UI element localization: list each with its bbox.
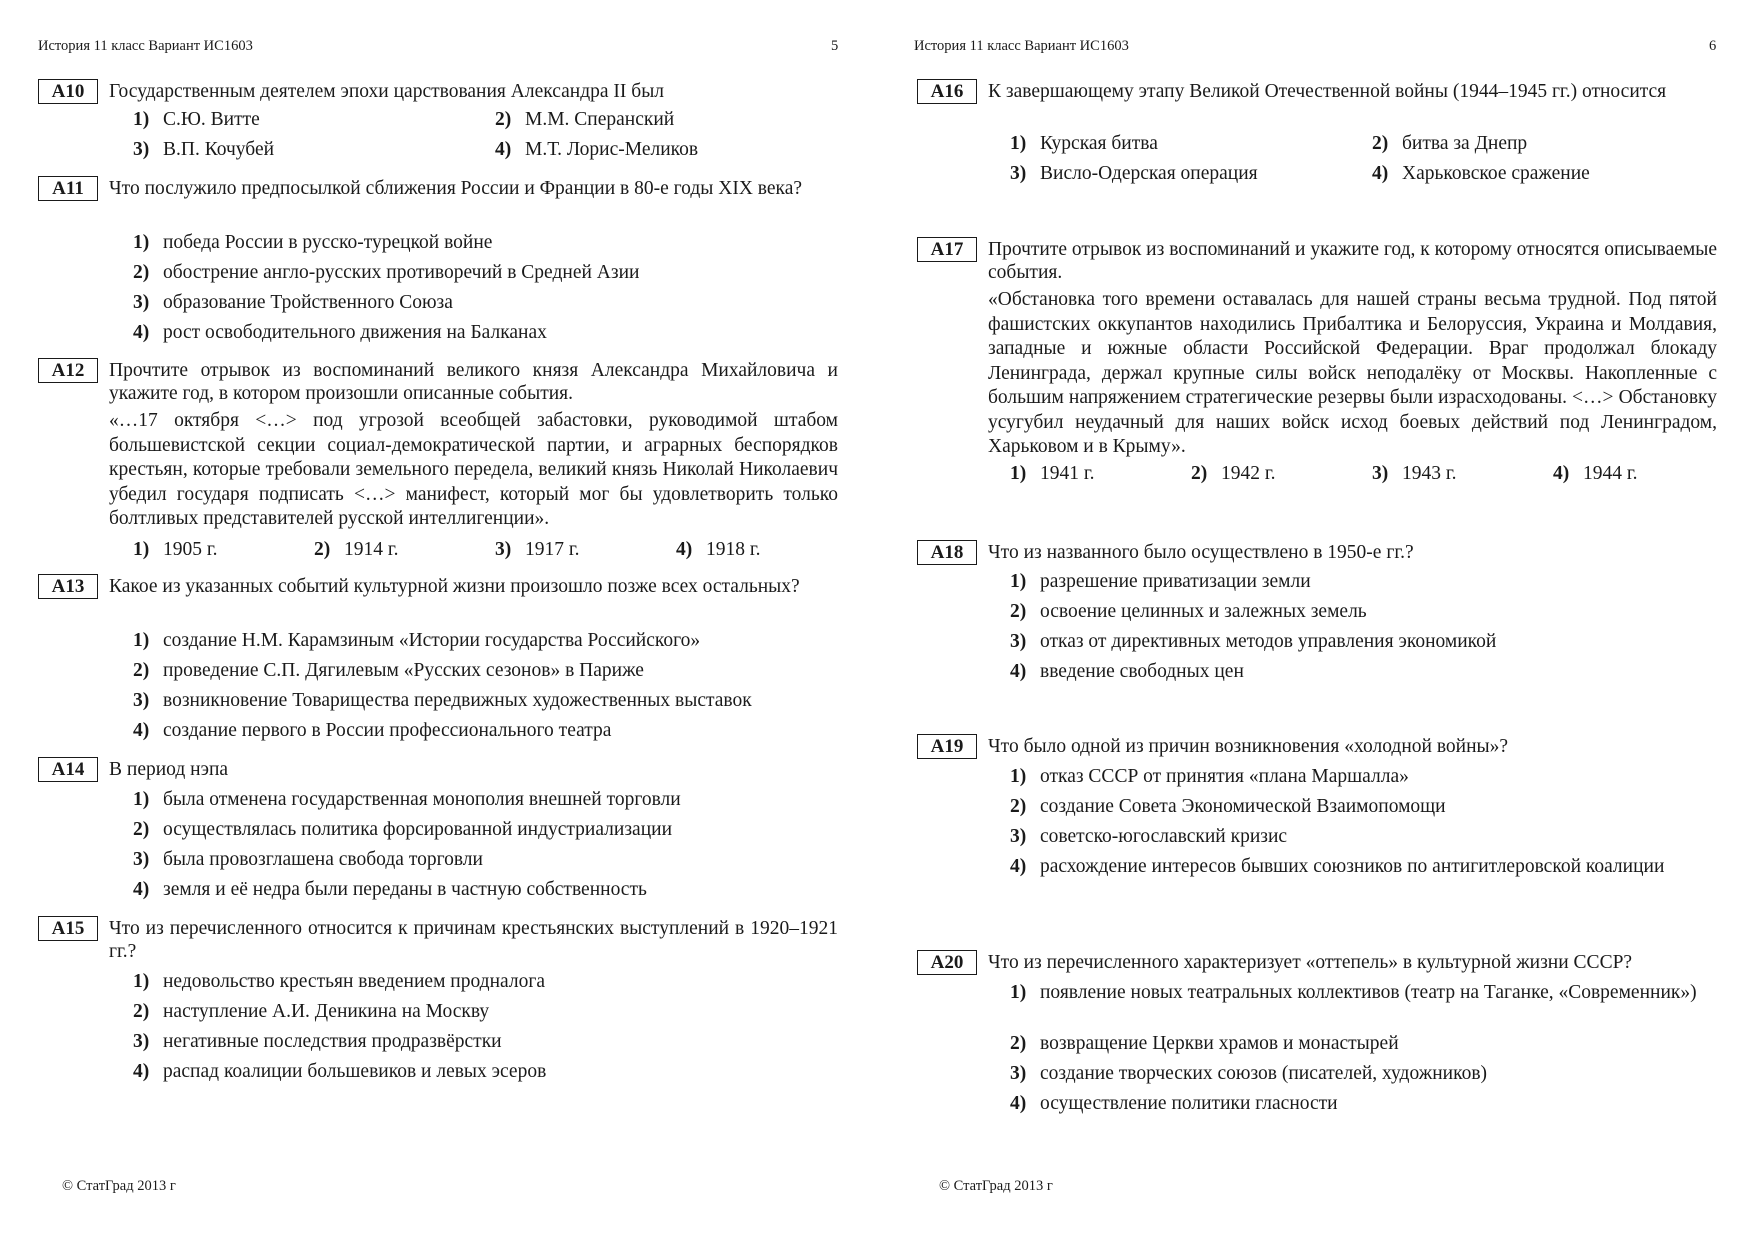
answer-option[interactable]: 4) расхождение интересов бывших союзников по антигитлеровской коалиции (1010, 856, 1665, 877)
question-number: A15 (38, 916, 98, 941)
answer-option[interactable]: 4) создание первого в России профессионального театра (133, 720, 612, 741)
question-text: В период нэпа (109, 759, 229, 780)
answer-option[interactable]: 4) Харьковское сражение (1372, 163, 1590, 184)
question-number: A17 (917, 237, 977, 262)
answer-option[interactable]: 3) 1917 г. (495, 539, 580, 560)
answer-option[interactable]: 4) 1944 г. (1553, 463, 1638, 484)
question-text: Прочтите отрывок из воспоминаний великого князя Александра Михайловича и укажите год, в котором произошли описанные события. (109, 360, 838, 404)
answer-option[interactable]: 2) наступление А.И. Деникина на Москву (133, 1001, 490, 1022)
answer-option[interactable]: 3) была провозглашена свобода торговли (133, 849, 483, 870)
answer-option[interactable]: 2) осуществлялась политика форсированной индустриализации (133, 819, 672, 840)
question-number: A13 (38, 574, 98, 599)
answer-option[interactable]: 3) возникновение Товарищества передвижных художественных выставок (133, 690, 752, 711)
answer-option[interactable]: 1) Курская битва (1010, 133, 1158, 154)
page-header: История 11 класс Вариант ИС1603 (38, 38, 253, 54)
answer-option[interactable]: 1) появление новых театральных коллективов (театр на Таганке, «Современник») (1010, 982, 1697, 1003)
page-footer: © СтатГрад 2013 г (939, 1178, 1053, 1194)
answer-option[interactable]: 3) создание творческих союзов (писателей, художников) (1010, 1063, 1488, 1084)
answer-option[interactable]: 2) обострение англо-русских противоречий в Средней Азии (133, 262, 640, 283)
question-number: A14 (38, 757, 98, 782)
answer-option[interactable]: 2) 1914 г. (314, 539, 399, 560)
answer-option[interactable]: 3) отказ от директивных методов управления экономикой (1010, 631, 1497, 652)
right-page (877, 0, 1754, 1239)
answer-option[interactable]: 1) была отменена государственная монополия внешней торговли (133, 789, 681, 810)
answer-option[interactable]: 3) В.П. Кочубей (133, 139, 275, 160)
question-number: A18 (917, 540, 977, 565)
answer-option[interactable]: 2) М.М. Сперанский (495, 109, 675, 130)
answer-option[interactable]: 2) возвращение Церкви храмов и монастырей (1010, 1033, 1399, 1054)
question-number: A10 (38, 79, 98, 104)
answer-option[interactable]: 4) осуществление политики гласности (1010, 1093, 1338, 1114)
answer-option[interactable]: 4) рост освободительного движения на Балканах (133, 322, 547, 343)
quote-passage: «…17 октября <…> под угрозой всеобщей забастовки, руководимой штабом большевистской секции социал-демократической партии, и аграрных беспорядков крестьян, которые требовали земельного передела, великий князь Николай Николаевич убедил государя подписать <…> манифест, который мог бы удовлетворить только болтливых представителей русской интеллигенции». (109, 410, 838, 529)
answer-option[interactable]: 1) 1941 г. (1010, 463, 1095, 484)
quote-passage: «Обстановка того времени оставалась для нашей страны весьма трудной. Под пятой фашистских оккупантов находились Прибалтика и Белоруссия, Украина и Молдавия, западные и южные области Российской Федерации. Враг продолжал блокаду Ленинграда, держал крупные силы войск неподалёку от Москвы. Накопленные с большим напряжением стратегические резервы были израсходованы. <…> Обстановку усугубил неудачный для наших войск исход боевых действий под Ленинградом, Харьковом и в Крыму». (988, 289, 1717, 457)
answer-option[interactable]: 4) 1918 г. (676, 539, 761, 560)
answer-option[interactable]: 3) советско-югославский кризис (1010, 826, 1288, 847)
answer-option[interactable]: 1) разрешение приватизации земли (1010, 571, 1311, 592)
question-text: Что из названного было осуществлено в 1950-е гг.? (988, 542, 1414, 563)
question-text: Государственным деятелем эпохи царствования Александра II был (109, 81, 665, 102)
answer-option[interactable]: 3) негативные последствия продразвёрстки (133, 1031, 502, 1052)
question-text: Что из перечисленного относится к причинам крестьянских выступлений в 1920–1921 гг.? (109, 918, 838, 962)
answer-option[interactable]: 4) земля и её недра были переданы в частную собственность (133, 879, 647, 900)
answer-option[interactable]: 2) создание Совета Экономической Взаимопомощи (1010, 796, 1446, 817)
question-text: К завершающему этапу Великой Отечественной войны (1944–1945 гг.) относится (988, 81, 1667, 102)
answer-option[interactable]: 4) распад коалиции большевиков и левых эсеров (133, 1061, 547, 1082)
answer-option[interactable]: 3) 1943 г. (1372, 463, 1457, 484)
question-number: A20 (917, 950, 977, 975)
question-text: Прочтите отрывок из воспоминаний и укажите год, к которому относятся описываемые события. (988, 239, 1717, 283)
page-footer: © СтатГрад 2013 г (62, 1178, 176, 1194)
question-text: Что из перечисленного характеризует «оттепель» в культурной жизни СССР? (988, 952, 1633, 973)
question-text: Какое из указанных событий культурной жизни произошло позже всех остальных? (109, 576, 800, 597)
answer-option[interactable]: 1) создание Н.М. Карамзиным «Истории государства Российского» (133, 630, 701, 651)
answer-option[interactable]: 1) победа России в русско-турецкой войне (133, 232, 493, 253)
question-number: A19 (917, 734, 977, 759)
answer-option[interactable]: 1) отказ СССР от принятия «плана Маршалла» (1010, 766, 1409, 787)
answer-option[interactable]: 2) 1942 г. (1191, 463, 1276, 484)
answer-option[interactable]: 2) освоение целинных и залежных земель (1010, 601, 1367, 622)
page-number: 5 (831, 38, 839, 54)
answer-option[interactable]: 2) проведение С.П. Дягилевым «Русских сезонов» в Париже (133, 660, 644, 681)
question-text: Что послужило предпосылкой сближения России и Франции в 80-е годы XIX века? (109, 178, 803, 199)
answer-option[interactable]: 1) недовольство крестьян введением продналога (133, 971, 545, 992)
answer-option[interactable]: 3) Висло-Одерская операция (1010, 163, 1258, 184)
answer-option[interactable]: 1) 1905 г. (133, 539, 218, 560)
page-header: История 11 класс Вариант ИС1603 (914, 38, 1129, 54)
question-number: A11 (38, 176, 98, 201)
question-text: Что было одной из причин возникновения «холодной войны»? (988, 736, 1509, 757)
answer-option[interactable]: 4) М.Т. Лорис-Меликов (495, 139, 699, 160)
question-number: A12 (38, 358, 98, 383)
answer-option[interactable]: 1) С.Ю. Витте (133, 109, 260, 130)
answer-option[interactable]: 4) введение свободных цен (1010, 661, 1244, 682)
page-number: 6 (1709, 38, 1717, 54)
answer-option[interactable]: 2) битва за Днепр (1372, 133, 1528, 154)
question-number: A16 (917, 79, 977, 104)
answer-option[interactable]: 3) образование Тройственного Союза (133, 292, 453, 313)
